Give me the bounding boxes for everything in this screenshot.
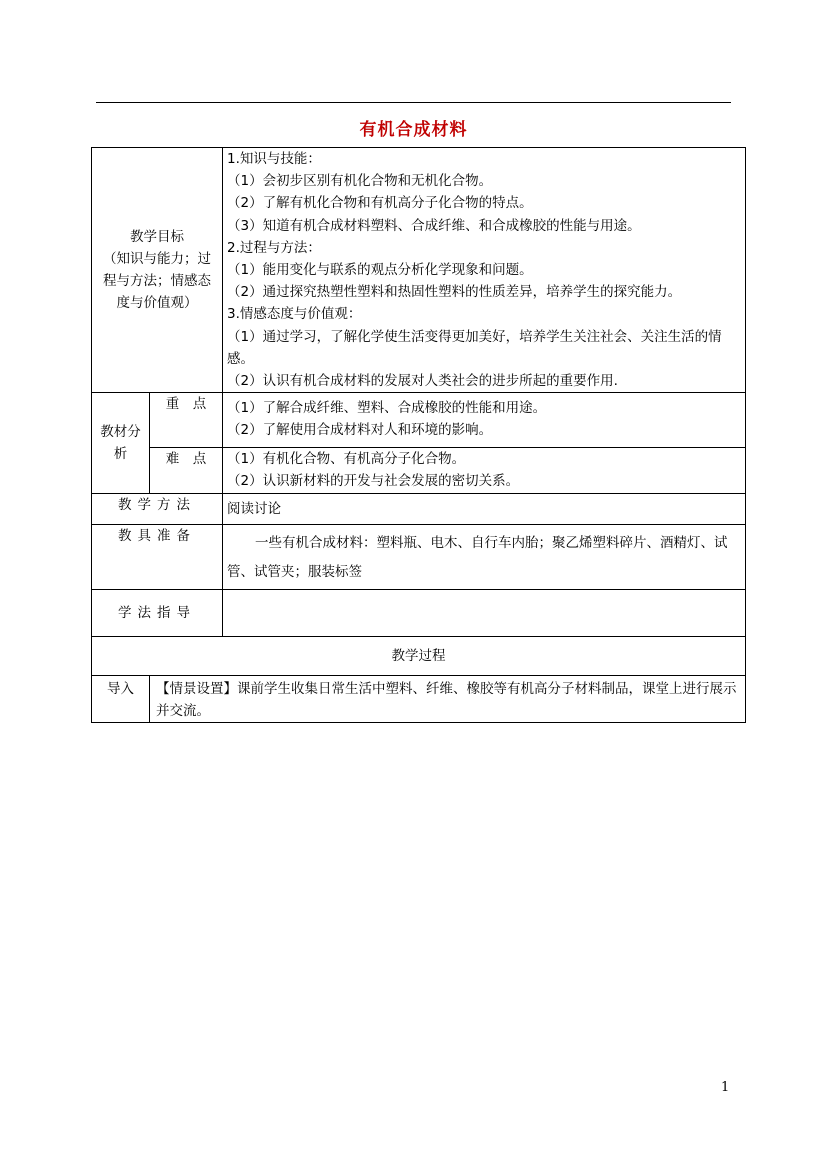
objective-line: （1）能用变化与联系的观点分析化学现象和问题。: [227, 262, 533, 279]
process-row: [92, 636, 746, 675]
tools-label: 教具准备: [92, 524, 223, 589]
objective-line: 3.情感态度与价值观：: [227, 306, 362, 323]
objective-line: （1）会初步区别有机化合物和无机化合物。: [227, 173, 493, 190]
objective-line: 1.知识与技能：: [227, 151, 321, 167]
analysis-difficult-row: [92, 448, 746, 493]
objectives-content: [223, 148, 746, 393]
difficult-points-content: [223, 448, 746, 493]
analysis-label-cell: [92, 393, 150, 493]
tools-text: 一些有机合成材料：塑料瓶、电木、自行车内胎；聚乙烯塑料碎片、酒精灯、试管、试管夹；服装标签: [227, 534, 728, 580]
objective-line: （2）通过探究热塑性塑料和热固性塑料的性质差异，培养学生的探究能力。: [227, 284, 682, 301]
objective-line: （1）通过学习，了解化学使生活变得更加美好，培养学生关注社会、关注生活的情感。: [227, 328, 722, 367]
analysis-key-row: [92, 393, 746, 448]
objectives-label: 教学目标: [130, 228, 184, 245]
difficult-point-line: （1）有机化合物、有机高分子化合物。: [227, 451, 466, 468]
lesson-plan-table: [91, 147, 746, 723]
tools-value: [223, 524, 746, 589]
guidance-value: [223, 589, 746, 636]
process-header: 教学过程: [92, 636, 746, 675]
key-points-content: [223, 393, 746, 448]
key-point-line: （2）了解使用合成材料对人和环境的影响。: [227, 422, 493, 439]
objectives-row: [92, 148, 746, 393]
guidance-label: 学法指导: [92, 589, 223, 636]
difficult-points-label: 难 点: [150, 448, 223, 493]
page-number: 1: [721, 1080, 730, 1095]
intro-content: 【情景设置】课前学生收集日常生活中塑料、纤维、橡胶等有机高分子材料制品，课堂上进行展示并交流。: [150, 675, 746, 722]
intro-row: [92, 675, 746, 722]
intro-label: 导入: [92, 675, 150, 722]
objective-line: （2）认识有机合成材料的发展对人类社会的进步所起的重要作用.: [227, 373, 618, 390]
method-value: 阅读讨论: [223, 493, 746, 524]
difficult-point-line: （2）认识新材料的开发与社会发展的密切关系。: [227, 473, 520, 490]
method-row: [92, 493, 746, 524]
key-points-label: 重 点: [150, 393, 223, 448]
objective-line: 2.过程与方法：: [227, 239, 321, 256]
header-rule: [96, 102, 731, 103]
objectives-label-cell: [92, 148, 223, 393]
page-title: 有机合成材料: [359, 120, 468, 140]
analysis-label: 教材分析: [100, 423, 141, 462]
guidance-row: [92, 589, 746, 636]
tools-row: [92, 524, 746, 589]
key-point-line: （1）了解合成纤维、塑料、合成橡胶的性能和用途。: [227, 400, 547, 417]
method-label: 教学方法: [92, 493, 223, 524]
objective-line: （3）知道有机合成材料塑料、合成纤维、和合成橡胶的性能与用途。: [227, 217, 641, 234]
objectives-sublabel: （知识与能力；过程与方法；情感态度与价值观）: [103, 250, 211, 312]
objective-line: （2）了解有机化合物和有机高分子化合物的特点。: [227, 195, 533, 212]
